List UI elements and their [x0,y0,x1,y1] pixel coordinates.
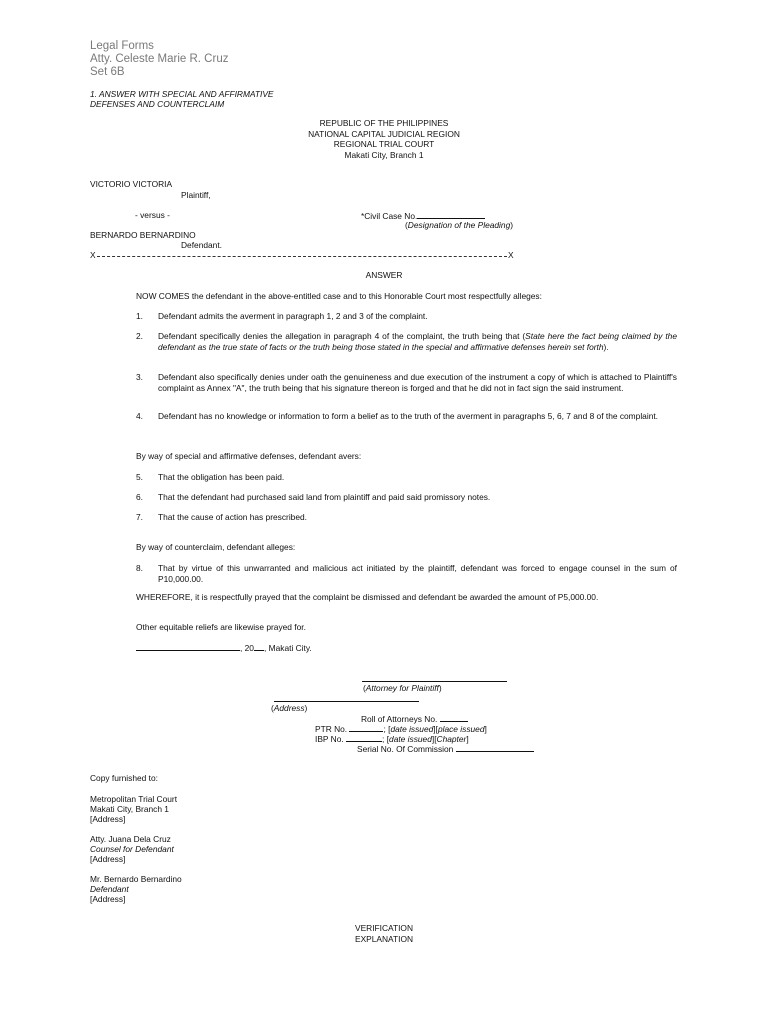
plaintiff-name: VICTORIO VICTORIA [90,179,173,189]
recipient-2-line-2: Counsel for Defendant [90,844,174,854]
verification-heading: VERIFICATION [354,923,413,933]
header-line-2: Atty. Celeste Marie R. Cruz [90,53,229,65]
paragraph-2-number: 2. [136,331,143,341]
address-placeholder: (Address) [271,703,308,713]
date-line [136,642,312,654]
ptr-date: date issued [390,724,434,734]
ptr-no: PTR No. ; [date issued][place issued] [315,724,487,734]
attorney-signature-line [362,681,507,682]
date-line-place: , Makati City. [263,643,312,653]
address-line [274,701,419,702]
paragraph-7-number: 7. [136,512,143,522]
roll-of-attorneys-label: Roll of Attorneys No. [361,714,438,724]
form-title-line-2: DEFENSES AND COUNTERCLAIM [90,99,225,109]
other-reliefs: Other equitable reliefs are likewise prayed for. [136,622,306,632]
paragraph-1-number: 1. [136,311,143,321]
recipient-2-line-3: [Address] [90,854,126,864]
recipient-3-line-1: Mr. Bernardo Bernardino [90,874,182,884]
paragraph-6-text: That the defendant had purchased said land from plaintiff and paid said promissory notes. [158,492,491,502]
paragraph-2-text-a: Defendant specifically denies the allegation in paragraph 4 of the complaint, the truth being that ( [158,331,526,341]
ibp-label: IBP No. [315,734,344,744]
paragraph-4-text: Defendant has no knowledge or information to form a belief as to the truth of the averment in paragraphs 5, 6, 7 and 8 of the complaint. [158,411,659,421]
plaintiff-label: Plaintiff, [181,190,211,200]
paragraph-6-number: 6. [136,492,143,502]
paragraph-7-text: That the cause of action has prescribed. [158,512,307,522]
designation-open: ( [405,220,408,230]
roll-blank [440,713,468,722]
paragraph-5-number: 5. [136,472,143,482]
serial-blank [456,743,534,752]
paragraph-3-text: Defendant also specifically denies under oath the genuineness and due execution of the instrument a copy of which is attached to Plaintiff's complaint as Annex "A", the truth being that his signature thereon is forged and that he did not in fact sign the said instrument. [158,372,677,393]
intro-text: NOW COMES the defendant in the above-entitled case and to this Honorable Court most respectfully alleges: [136,291,542,301]
paragraph-8-number: 8. [136,563,143,573]
ibp-no: IBP No. ; [date issued][Chapter] [315,734,469,744]
ptr-label: PTR No. [315,724,348,734]
recipient-1-line-2: Makati City, Branch 1 [90,804,169,814]
counterclaim-intro: By way of counterclaim, defendant alleges: [136,542,296,552]
defendant-name: BERNARDO BERNARDINO [90,230,196,240]
ibp-chapter: Chapter [436,734,467,744]
caption-x-right: X [508,250,514,260]
paragraph-2-text [158,331,677,352]
form-title-line-1: 1. ANSWER WITH SPECIAL AND AFFIRMATIVE [90,89,274,99]
ibp-blank [346,733,382,742]
paragraph-3-number: 3. [136,372,143,382]
ibp-date: date issued [389,734,432,744]
header-line-1: Legal Forms [90,40,154,52]
paragraph-8-text: That by virtue of this unwarranted and malicious act initiated by the plaintiff, defendant was forced to engage counsel in the sum of P10,000.00. [158,563,677,584]
paragraph-4-number: 4. [136,411,143,421]
court-republic: REPUBLIC OF THE PHILIPPINES [319,118,449,128]
date-line-year-prefix: , 20 [240,643,254,653]
special-defenses-intro: By way of special and affirmative defenses, defendant avers: [136,451,362,461]
paragraph-2-text-c: ). [603,341,609,352]
paragraph-5-text: That the obligation has been paid. [158,472,285,482]
designation-close: ) [510,220,514,230]
serial-label: Serial No. Of Commission [357,744,454,754]
serial-no-commission [357,743,534,755]
ptr-blank [349,723,383,732]
recipient-2-line-1: Atty. Juana Dela Cruz [90,834,171,844]
recipient-1-line-1: Metropolitan Trial Court [90,794,178,804]
civil-case-no-label: *Civil Case No. [361,211,418,221]
court-branch: Makati City, Branch 1 [344,150,424,160]
date-blank-day [136,642,240,651]
recipient-3-line-2: Defendant [90,884,129,894]
caption-divider [97,256,507,257]
answer-title: ANSWER [365,270,403,280]
address-text: Address [273,703,305,713]
explanation-heading: EXPLANATION [354,934,414,944]
court-trial: REGIONAL TRIAL COURT [333,139,435,149]
designation-text: Designation of the Pleading [407,220,511,230]
defendant-label: Defendant. [181,240,222,250]
recipient-1-line-3: [Address] [90,814,126,824]
copy-furnished-heading: Copy furnished to: [90,773,158,783]
header-line-3: Set 6B [90,66,125,78]
versus: - versus - [135,210,170,220]
civil-case-no-blank [417,210,485,219]
caption-x-left: X [90,250,96,260]
recipient-3-line-3: [Address] [90,894,126,904]
paragraph-2-text-b: State here the fact being claimed by the defendant as the true state of facts or the truth being those stated in the special and affirmative defenses herein set forth [158,331,677,352]
ptr-place: place issued [437,724,485,734]
attorney-for-plaintiff: (Attorney for Plaintiff) [363,683,442,693]
paragraph-1-text: Defendant admits the averment in paragraph 1, 2 and 3 of the complaint. [158,311,428,321]
attorney-for-plaintiff-text: Attorney for Plaintiff [365,683,439,693]
court-region: NATIONAL CAPITAL JUDICIAL REGION [308,129,460,139]
designation-of-pleading [405,220,513,231]
date-blank-year [254,642,264,651]
prayer-text: WHEREFORE, it is respectfully prayed that the complaint be dismissed and defendant be awarded the amount of P5,000.00. [136,592,599,602]
